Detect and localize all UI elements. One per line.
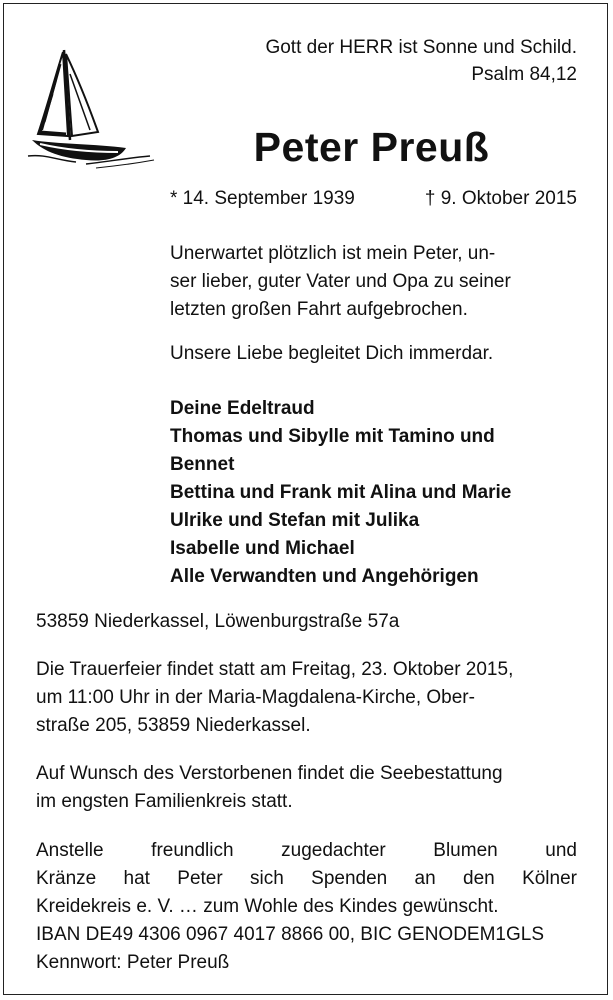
text-line: ser lieber, guter Vater und Opa zu seiner	[170, 271, 511, 292]
text-line: Kennwort: Peter Preuß	[36, 952, 230, 973]
text-line: Anstelle freundlich zugedachter Blumen und	[36, 840, 577, 861]
text-line: Kreidekreis e. V. … zum Wohle des Kindes gewünscht.	[36, 896, 499, 917]
mourner-line: Alle Verwandten und Angehörigen	[170, 566, 479, 587]
verse-text: Gott der HERR ist Sonne und Schild.	[265, 37, 577, 58]
verse-reference: Psalm 84,12	[471, 64, 577, 85]
mourner-line: Isabelle und Michael	[170, 538, 355, 559]
bible-verse	[265, 34, 577, 88]
family-address: 53859 Niederkassel, Löwenburgstraße 57a	[36, 611, 400, 632]
funeral-service-info	[36, 656, 577, 740]
text-line: Auf Wunsch des Verstorbenen findet die Seebestattung	[36, 763, 503, 784]
announcement-text	[170, 240, 577, 324]
burial-info	[36, 760, 577, 816]
deceased-name: Peter Preuß	[253, 124, 490, 170]
text-line: Unerwartet plötzlich ist mein Peter, un-	[170, 243, 496, 264]
text-line: IBAN DE49 4306 0967 4017 8866 00, BIC GENODEM1GLS	[36, 924, 545, 945]
mourner-line: Deine Edeltraud	[170, 398, 315, 419]
mourner-line: Bennet	[170, 454, 235, 475]
text-line: um 11:00 Uhr in der Maria-Magdalena-Kirche, Ober-	[36, 687, 475, 708]
mourner-line: Bettina und Frank mit Alina und Marie	[170, 482, 512, 503]
mourner-line: Ulrike und Stefan mit Julika	[170, 510, 420, 531]
life-dates	[170, 188, 577, 210]
donation-info	[36, 837, 577, 977]
text-line: Die Trauerfeier findet statt am Freitag, 23. Oktober 2015,	[36, 659, 514, 680]
mourner-line: Thomas und Sibylle mit Tamino und	[170, 426, 495, 447]
death-date: † 9. Oktober 2015	[424, 188, 577, 209]
text-line: Kränze hat Peter sich Spenden an den Kölner	[36, 868, 577, 889]
text-line: letzten großen Fahrt aufgebrochen.	[170, 299, 468, 320]
mourners-list	[170, 395, 577, 591]
farewell-text: Unsere Liebe begleitet Dich immerdar.	[170, 343, 494, 364]
text-line: straße 205, 53859 Niederkassel.	[36, 715, 311, 736]
birth-date: * 14. September 1939	[170, 188, 355, 209]
text-line: im engsten Familienkreis statt.	[36, 791, 293, 812]
